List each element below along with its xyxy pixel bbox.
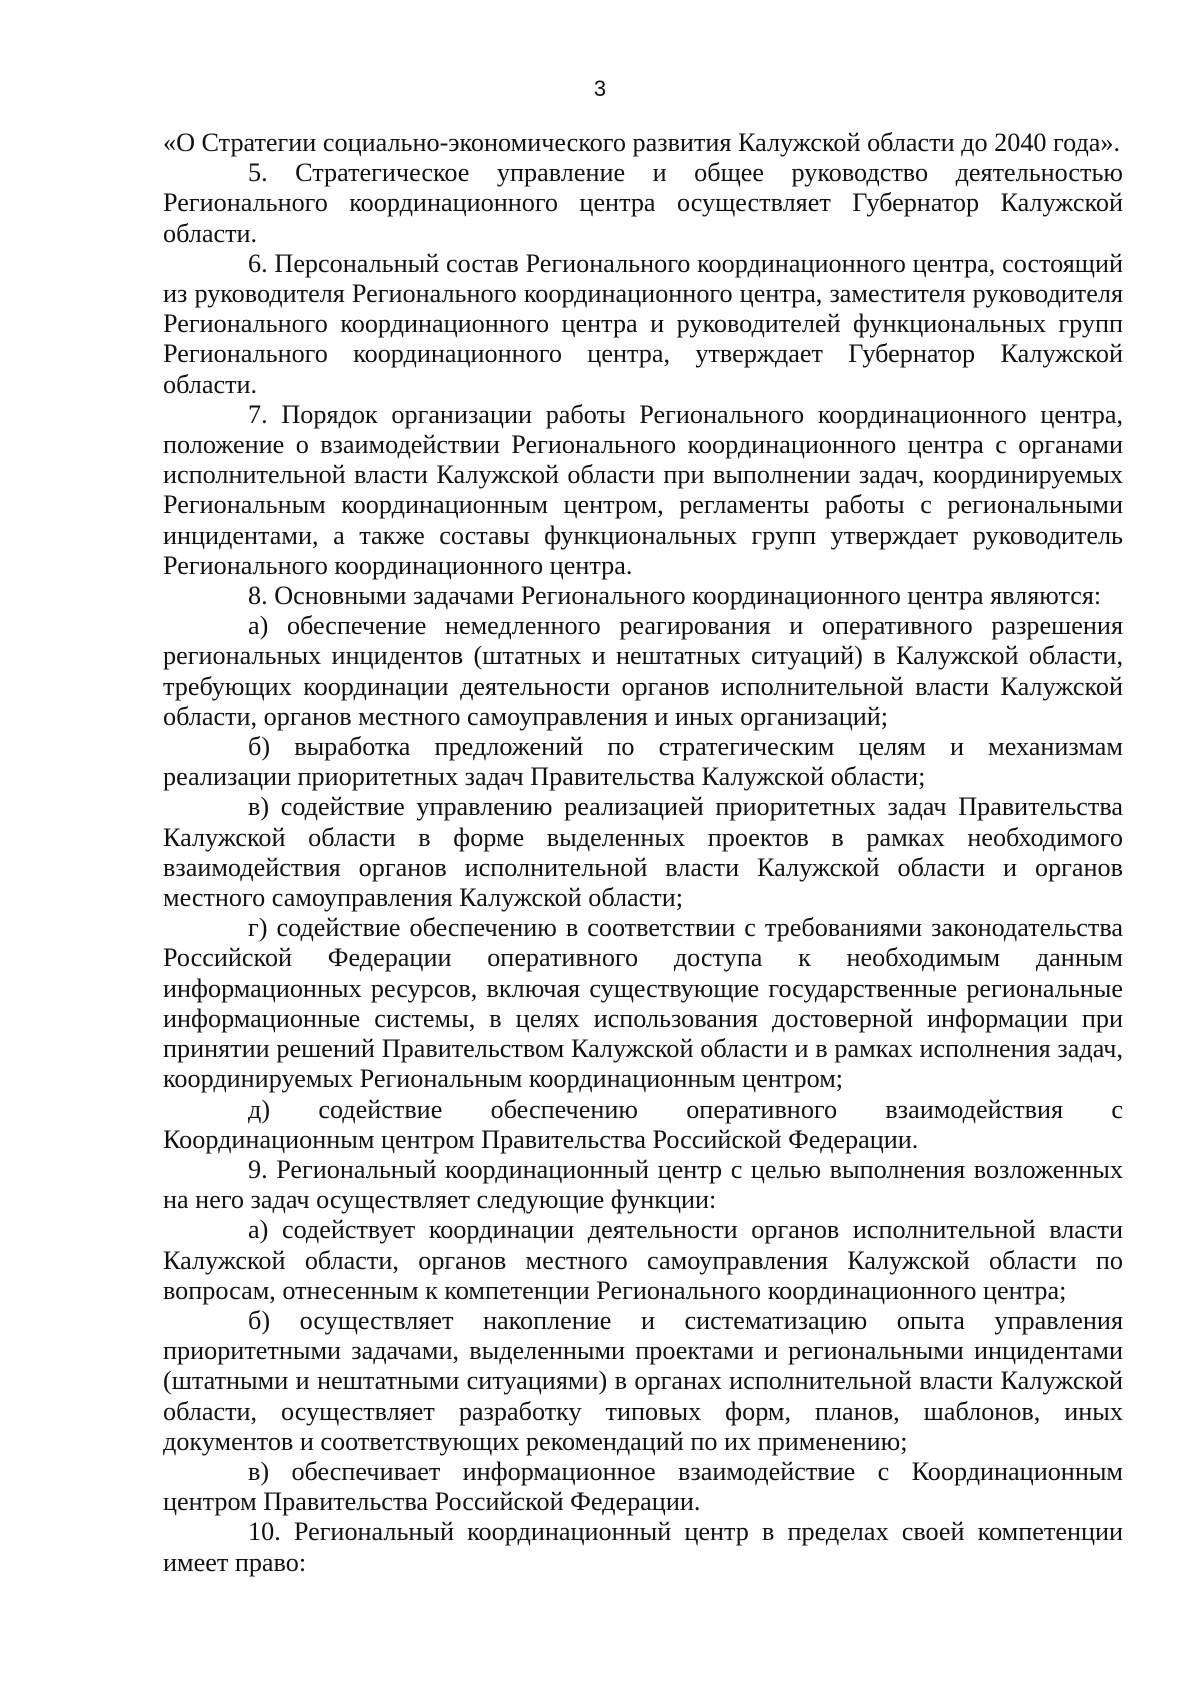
paragraph-10: 10. Региональный координационный центр в пределах своей компетенции имеет право: bbox=[163, 1517, 1123, 1577]
paragraph-9: 9. Региональный координационный центр с целью выполнения возложенных на него задач осуществляет следующие функции: bbox=[163, 1154, 1123, 1215]
paragraph-8-b: б) выработка предложений по стратегическим целям и механизмам реализации приоритетных задач Правительства Калужской области; bbox=[163, 732, 1123, 792]
paragraph-5: 5. Стратегическое управление и общее руководство деятельностью Регионального координационного центра осуществляет Губернатор Калужской области. bbox=[163, 158, 1123, 248]
paragraph-8-d: д) содействие обеспечению оперативного взаимодействия с Координационным центром Правительства Российской Федерации. bbox=[163, 1094, 1123, 1154]
page-number: 3 bbox=[593, 76, 607, 101]
paragraph-6: 6. Персональный состав Регионального координационного центра, состоящий из руководителя Регионального координационного центра, заместителя руководителя Регионального координационного центра и руководителей функциональных групп Регионального координационного центра, утверждает Губернатор Калужской области. bbox=[163, 248, 1123, 399]
paragraph-9-b: б) осуществляет накопление и систематизацию опыта управления приоритетными задачами, выделенными проектами и региональными инцидентами (штатными и нештатными ситуациями) в органах исполнительной власти Калужской области, осуществляет разработку типовых форм, планов, шаблонов, иных документов и соответствующих рекомендаций по их применению; bbox=[163, 1305, 1123, 1456]
paragraph-7: 7. Порядок организации работы Регионального координационного центра, положение о взаимодействии Регионального координационного центра с органами исполнительной власти Калужской области при выполнении задач, координируемых Региональным координационным центром, регламенты работы с региональными инцидентами, а также составы функциональных групп утверждает руководитель Регионального координационного центра. bbox=[163, 399, 1123, 580]
paragraph-9-a: а) содействует координации деятельности органов исполнительной власти Калужской области, органов местного самоуправления Калужской области по вопросам, отнесенным к компетенции Регионального координационного центра; bbox=[163, 1215, 1123, 1305]
paragraph-8-a: а) обеспечение немедленного реагирования и оперативного разрешения региональных инцидентов (штатных и нештатных ситуаций) в Калужской области, требующих координации деятельности органов исполнительной власти Калужской области, органов местного самоуправления и иных организаций; bbox=[163, 611, 1123, 731]
paragraph-8: 8. Основными задачами Регионального координационного центра являются: bbox=[248, 581, 1102, 611]
paragraph-8-v: в) содействие управлению реализацией приоритетных задач Правительства Калужской области в форме выделенных проектов в рамках необходимого взаимодействия органов исполнительной власти Калужской области и органов местного самоуправления Калужской области; bbox=[163, 792, 1123, 913]
paragraph-continuation: «О Стратегии социально-экономического развития Калужской области до 2040 года». bbox=[163, 128, 1121, 157]
paragraph-9-v: в) обеспечивает информационное взаимодействие с Координационным центром Правительства Российской Федерации. bbox=[163, 1456, 1123, 1517]
paragraph-8-g: г) содействие обеспечению в соответствии с требованиями законодательства Российской Федерации оперативного доступа к необходимым данным информационных ресурсов, включая существующие государственные региональные информационные системы, в целях использования достоверной информации при принятии решений Правительством Калужской области и в рамках исполнения задач, координируемых Региональным координационным центром; bbox=[163, 913, 1123, 1094]
document-body bbox=[163, 128, 1123, 1578]
